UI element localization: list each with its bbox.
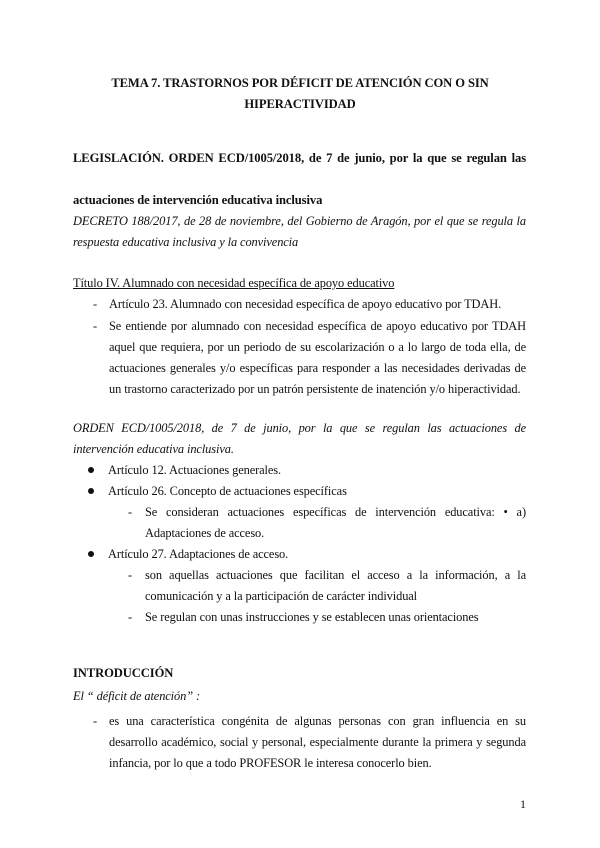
bullet-item-text: Artículo 27. Adaptaciones de acceso. [108,547,289,561]
list-item-line: un trastorno caracterizado por un patrón persistente de inatención y/o hiperactividad. [109,382,521,396]
page-title-line-1: TEMA 7. TRASTORNOS POR DÉFICIT DE ATENCIÓN CON O SIN [111,76,489,90]
sub-list-item-line: Adaptaciones de acceso. [145,526,265,540]
dash-marker: - [93,319,98,333]
introduction-subheading: El “ déficit de atención” : [73,689,201,703]
page-title [70,73,530,115]
bullet-item-text: Artículo 26. Concepto de actuaciones específicas [108,484,347,498]
page-title-line-2: HIPERACTIVIDAD [244,97,356,111]
list-item-line: Se entiende por alumnado con necesidad específica de apoyo educativo por TDAH [109,319,526,333]
page-number: 1 [520,797,526,811]
decreto-paragraph [73,211,526,253]
bullet-marker [88,467,94,473]
sub-list-item-text [145,607,526,628]
bullet-marker [88,551,94,557]
legislation-line-2: actuaciones de intervención educativa inclusiva [73,193,323,207]
bullet-item-text: Artículo 12. Actuaciones generales. [108,463,282,477]
sub-list-item-line: Se consideran actuaciones específicas de intervención educativa: • a) [145,505,526,519]
sub-list-item-text [145,565,526,607]
bullet-marker [88,488,94,494]
legislation-heading [73,148,526,211]
introduction-heading: INTRODUCCIÓN [73,666,174,680]
orden-paragraph [73,418,526,460]
list-item-line: Artículo 23. Alumnado con necesidad específica de apoyo educativo por TDAH. [109,297,502,311]
decreto-line-1: DECRETO 188/2017, de 28 de noviembre, del Gobierno de Aragón, por el que se regula la [73,214,526,228]
sub-list-item-line: Se regulan con unas instrucciones y se establecen unas orientaciones [145,610,479,624]
list-item-text [109,294,526,315]
dash-marker: - [128,568,133,582]
orden-line-1: ORDEN ECD/1005/2018, de 7 de junio, por la que se regulan las actuaciones de [73,421,526,435]
list-item-line: es una característica congénita de algunas personas con gran influencia en su [109,714,526,728]
list-item-line: actuaciones generales y/o específicas para responder a las necesidades derivadas de [109,361,526,375]
orden-line-2: intervención educativa inclusiva. [73,442,234,456]
titulo-iv-heading-text: Título IV. Alumnado con necesidad específica de apoyo educativo [73,276,395,290]
titulo-iv-heading [73,273,526,294]
dash-marker: - [128,505,133,519]
dash-marker: - [93,714,98,728]
dash-marker: - [93,297,98,311]
sub-list-item-text [145,502,526,544]
legislation-line-1: LEGISLACIÓN. ORDEN ECD/1005/2018, de 7 de junio, por la que se regulan las [73,151,526,165]
list-item-line: desarrollo académico, social y personal, especialmente durante la primera y segunda [109,735,526,749]
decreto-line-2: respuesta educativa inclusiva y la convivencia [73,235,299,249]
list-item-line: infancia, por lo que a todo PROFESOR le interesa conocerlo bien. [109,756,432,770]
dash-marker: - [128,610,133,624]
list-item-line: aquel que requiera, por un periodo de su escolarización o a lo largo de toda ella, de [109,340,526,354]
list-item-text [109,316,526,400]
sub-list-item-line: comunicación y a la participación de carácter individual [145,589,418,603]
list-item-text [109,711,526,774]
sub-list-item-line: son aquellas actuaciones que facilitan el acceso a la información, a la [145,568,526,582]
